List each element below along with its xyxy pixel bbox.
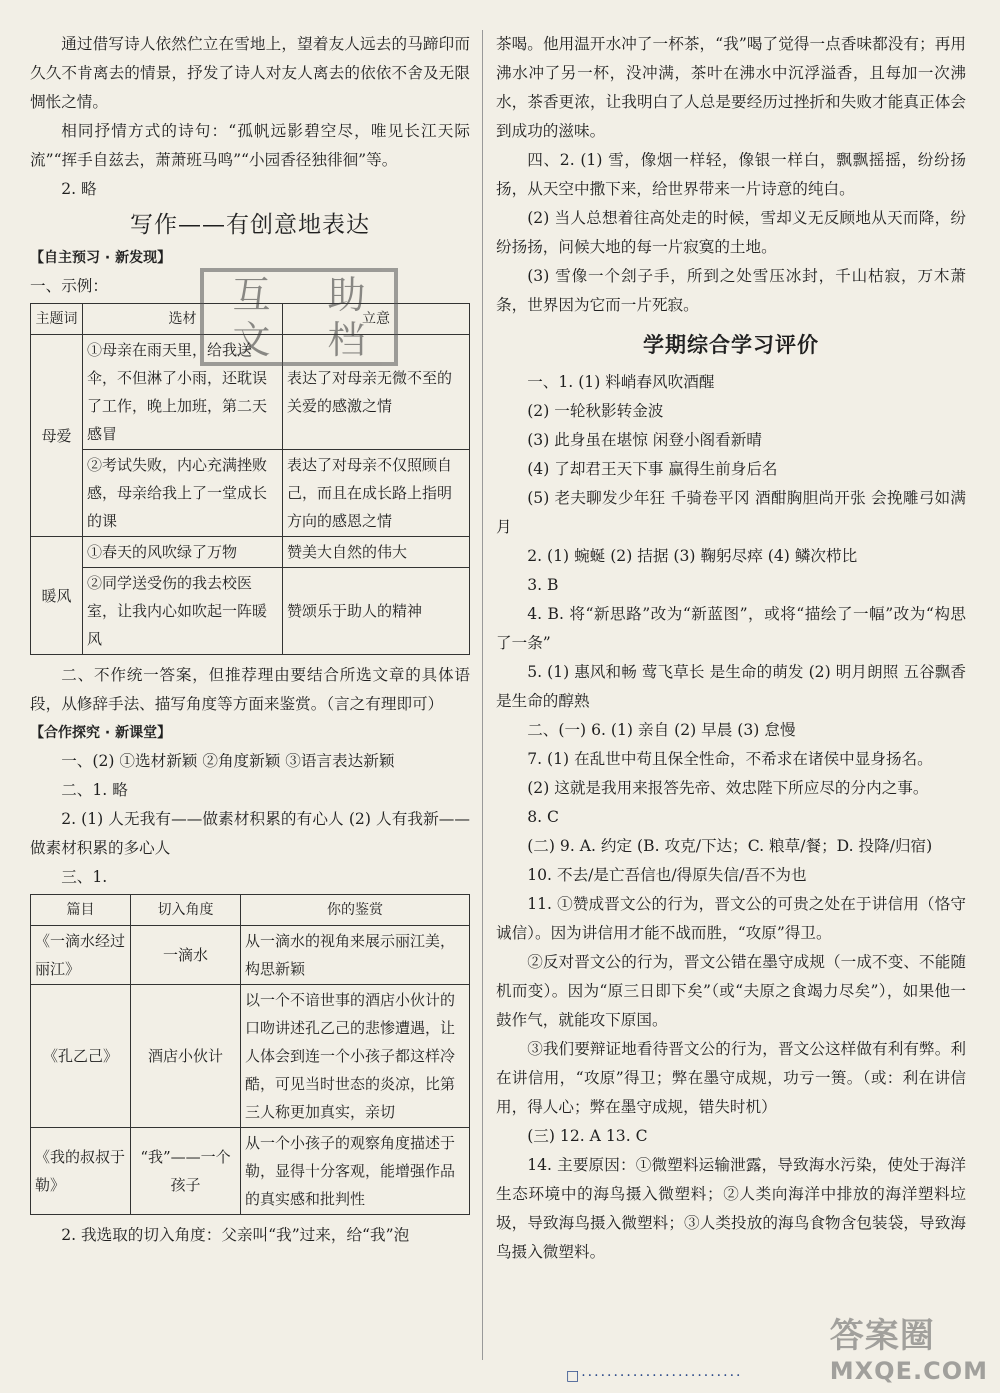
paragraph: 二、1. 略 (61, 781, 128, 799)
answer-line: (5) 老夫聊发少年狂 千骑卷平冈 酒酣胸胆尚开张 会挽雕弓如满月 (496, 489, 966, 536)
table-cell: 酒店小伙计 (131, 985, 241, 1128)
table-row (31, 985, 470, 1128)
page-dots: □························· (566, 1368, 743, 1384)
table-cell: 以一个不谙世事的酒店小伙计的口吻讲述孔乙己的悲惨遭遇，让人体会到连一个小孩子都这样冷酷，可见当时世态的炎凉，比第三人称更加真实，亲切 (241, 985, 470, 1128)
answer-line: 14. 主要原因：①微塑料运输泄露，导致海水污染，使处于海洋生态环境中的海鸟摄入微塑料；②人类向海洋中排放的海洋塑料垃圾，导致海鸟摄入微塑料；③人类投放的海鸟食物含包装袋，导致海鸟摄入微塑料。 (496, 1156, 966, 1261)
section-title: 写作——有创意地表达 (130, 212, 370, 238)
paragraph: 相同抒情方式的诗句：“孤帆远影碧空尽，唯见长江天际流”“挥手自兹去，萧萧班马鸣”“小园香径独徘徊”等。 (30, 122, 470, 169)
table-cell: 《孔乙己》 (31, 985, 131, 1128)
table-cell: ①母亲在雨天里，给我送伞，不但淋了小雨，还耽误了工作，晚上加班，第二天感冒 (83, 335, 283, 450)
table-cell: “我”——一个孩子 (131, 1128, 241, 1215)
left-column (30, 30, 470, 1250)
table-header: 选材 (83, 304, 283, 335)
answer-line: 7. (1) 在乱世中苟且保全性命，不希求在诸侯中显身扬名。 (527, 750, 933, 768)
answer-line: ③我们要辩证地看待晋文公的行为，晋文公这样做有利有弊。利在讲信用，“攻原”得卫；弊在墨守成规，功亏一篑。（或：利在讲信用，得人心；弊在墨守成规，错失时机） (496, 1040, 966, 1116)
table-cell: 赞美大自然的伟大 (283, 537, 470, 568)
answer-line: 3. B (527, 576, 559, 594)
answer-line: 8. C (527, 808, 559, 826)
table-cell: ②考试失败，内心充满挫败感，母亲给我上了一堂成长的课 (83, 450, 283, 537)
subsection-label: 【自主预习 · 新发现】 (30, 250, 172, 266)
paragraph: (3) 雪像一个刽子手，所到之处雪压冰封，千山枯寂，万木萧条，世界因为它而一片死寂。 (496, 267, 966, 314)
table-header: 切入角度 (131, 895, 241, 926)
watermark-char: 助 (327, 272, 366, 317)
watermark-char: 互 (232, 272, 271, 317)
answer-list (496, 368, 966, 1267)
answer-line: 一、1. (1) 料峭春风吹酒醒 (527, 373, 715, 391)
table-row (31, 537, 470, 568)
table-row (31, 1128, 470, 1215)
paragraph: 通过借写诗人依然伫立在雪地上，望着友人远去的马蹄印而久久不肯离去的情景，抒发了诗人对友人离去的依依不舍及无限惆怅之情。 (30, 35, 470, 111)
paragraph: 茶喝。他用温开水冲了一杯茶，“我”喝了觉得一点香味都没有；再用沸水冲了另一杯，没冲满，茶叶在沸水中沉浮溢香，且每加一次沸水，茶香更浓，让我明白了人总是要经历过挫折和失败才能真正体会到成功的滋味。 (496, 35, 966, 140)
answer-line: 2. (1) 蜿蜒 (2) 拮据 (3) 鞠躬尽瘁 (4) 鳞次栉比 (527, 547, 858, 565)
table-row (31, 450, 470, 537)
corner-watermark (830, 1308, 988, 1385)
corner-watermark-sub: MXQE.COM (829, 1357, 988, 1385)
table-header: 你的鉴赏 (241, 895, 470, 926)
section-title: 学期综合学习评价 (643, 333, 819, 357)
table-header: 立意 (283, 304, 470, 335)
table-header-row (31, 895, 470, 926)
table-cell: 表达了对母亲不仅照顾自己，而且在成长路上指明方向的感恩之情 (283, 450, 470, 537)
table-row (31, 568, 470, 655)
table-row (31, 926, 470, 985)
paragraph: 三、1. (61, 868, 108, 886)
answer-line: (3) 此身虽在堪惊 闲登小阁看新晴 (527, 431, 762, 449)
table-cell: 《我的叔叔于勒》 (31, 1128, 131, 1215)
answer-line: 4. B. 将“新思路”改为“新蓝图”，或将“描绘了一幅”改为“构思了一条” (496, 605, 966, 652)
watermark-stamp (200, 268, 398, 366)
answer-line: (2) 一轮秋影转金波 (527, 402, 664, 420)
paragraph: 2. 我选取的切入角度：父亲叫“我”过来，给“我”泡 (61, 1226, 410, 1244)
table-cell: 从一滴水的视角来展示丽江美，构思新颖 (241, 926, 470, 985)
paragraph: 一、(2) ①选材新颖 ②角度新颖 ③语言表达新颖 (61, 752, 395, 770)
topic-cell: 暖风 (31, 537, 83, 655)
answer-line: 二、(一) 6. (1) 亲自 (2) 早晨 (3) 怠慢 (527, 721, 796, 739)
answer-line: (三) 12. A 13. C (527, 1127, 648, 1145)
paragraph: 四、2. (1) 雪，像烟一样轻，像银一样白，飘飘摇摇，纷纷扬扬，从天空中撒下来，给世界带来一片诗意的纯白。 (496, 151, 966, 198)
answer-line: ②反对晋文公的行为，晋文公错在墨守成规（一成不变、不能随机而变）。因为“原三日即下矣”（或“夫原之食竭力尽矣”），如果他一鼓作气，就能攻下原国。 (496, 953, 966, 1029)
answer-line: (4) 了却君王天下事 赢得生前身后名 (527, 460, 778, 478)
table-cell: 一滴水 (131, 926, 241, 985)
perspective-table (30, 894, 470, 1215)
topic-cell: 母爱 (31, 335, 83, 537)
answer-line: 5. (1) 惠风和畅 莺飞草长 是生命的萌发 (2) 明月朗照 五谷飘香 是生命的醇熟 (496, 663, 966, 710)
column-divider (482, 30, 483, 1360)
table-cell: 赞颂乐于助人的精神 (283, 568, 470, 655)
paragraph: 一、示例： (30, 277, 108, 295)
table-header: 主题词 (31, 304, 83, 335)
paragraph: 2. 略 (61, 180, 97, 198)
table-header: 篇目 (31, 895, 131, 926)
answer-line: (二) 9. A. 约定 (B. 攻克/下达；C. 粮草/餐；D. 投降/归宿) (527, 837, 933, 855)
paragraph: 二、不作统一答案，但推荐理由要结合所选文章的具体语段，从修辞手法、描写角度等方面来鉴赏。（言之有理即可） (30, 666, 470, 713)
table-cell: 从一个小孩子的观察角度描述于勒，显得十分客观，能增强作品的真实感和批判性 (241, 1128, 470, 1215)
right-column (496, 30, 966, 1267)
table-cell: ①春天的风吹绿了万物 (83, 537, 283, 568)
corner-watermark-main: 答案圈 (829, 1316, 935, 1356)
paragraph: 2. (1) 人无我有——做素材积累的有心人 (2) 人有我新——做素材积累的多心人 (30, 810, 470, 857)
answer-line: 11. ①赞成晋文公的行为，晋文公的可贵之处在于讲信用（恪守诚信）。因为讲信用才能不战而胜，“攻原”得卫。 (496, 895, 966, 942)
watermark-char: 文 (232, 317, 271, 362)
table-cell: ②同学送受伤的我去校医室，让我内心如吹起一阵暖风 (83, 568, 283, 655)
table-cell: 表达了对母亲无微不至的关爱的感激之情 (283, 335, 470, 450)
answer-line: 10. 不去/是亡吾信也/得原失信/吾不为也 (527, 866, 807, 884)
table-cell: 《一滴水经过丽江》 (31, 926, 131, 985)
paragraph: (2) 当人总想着往高处走的时候，雪却义无反顾地从天而降，纷纷扬扬，问候大地的每一片寂寞的土地。 (496, 209, 966, 256)
answer-line: (2) 这就是我用来报答先帝、效忠陛下所应尽的分内之事。 (527, 779, 929, 797)
subsection-label: 【合作探究 · 新课堂】 (30, 725, 172, 741)
watermark-char: 档 (327, 317, 366, 362)
